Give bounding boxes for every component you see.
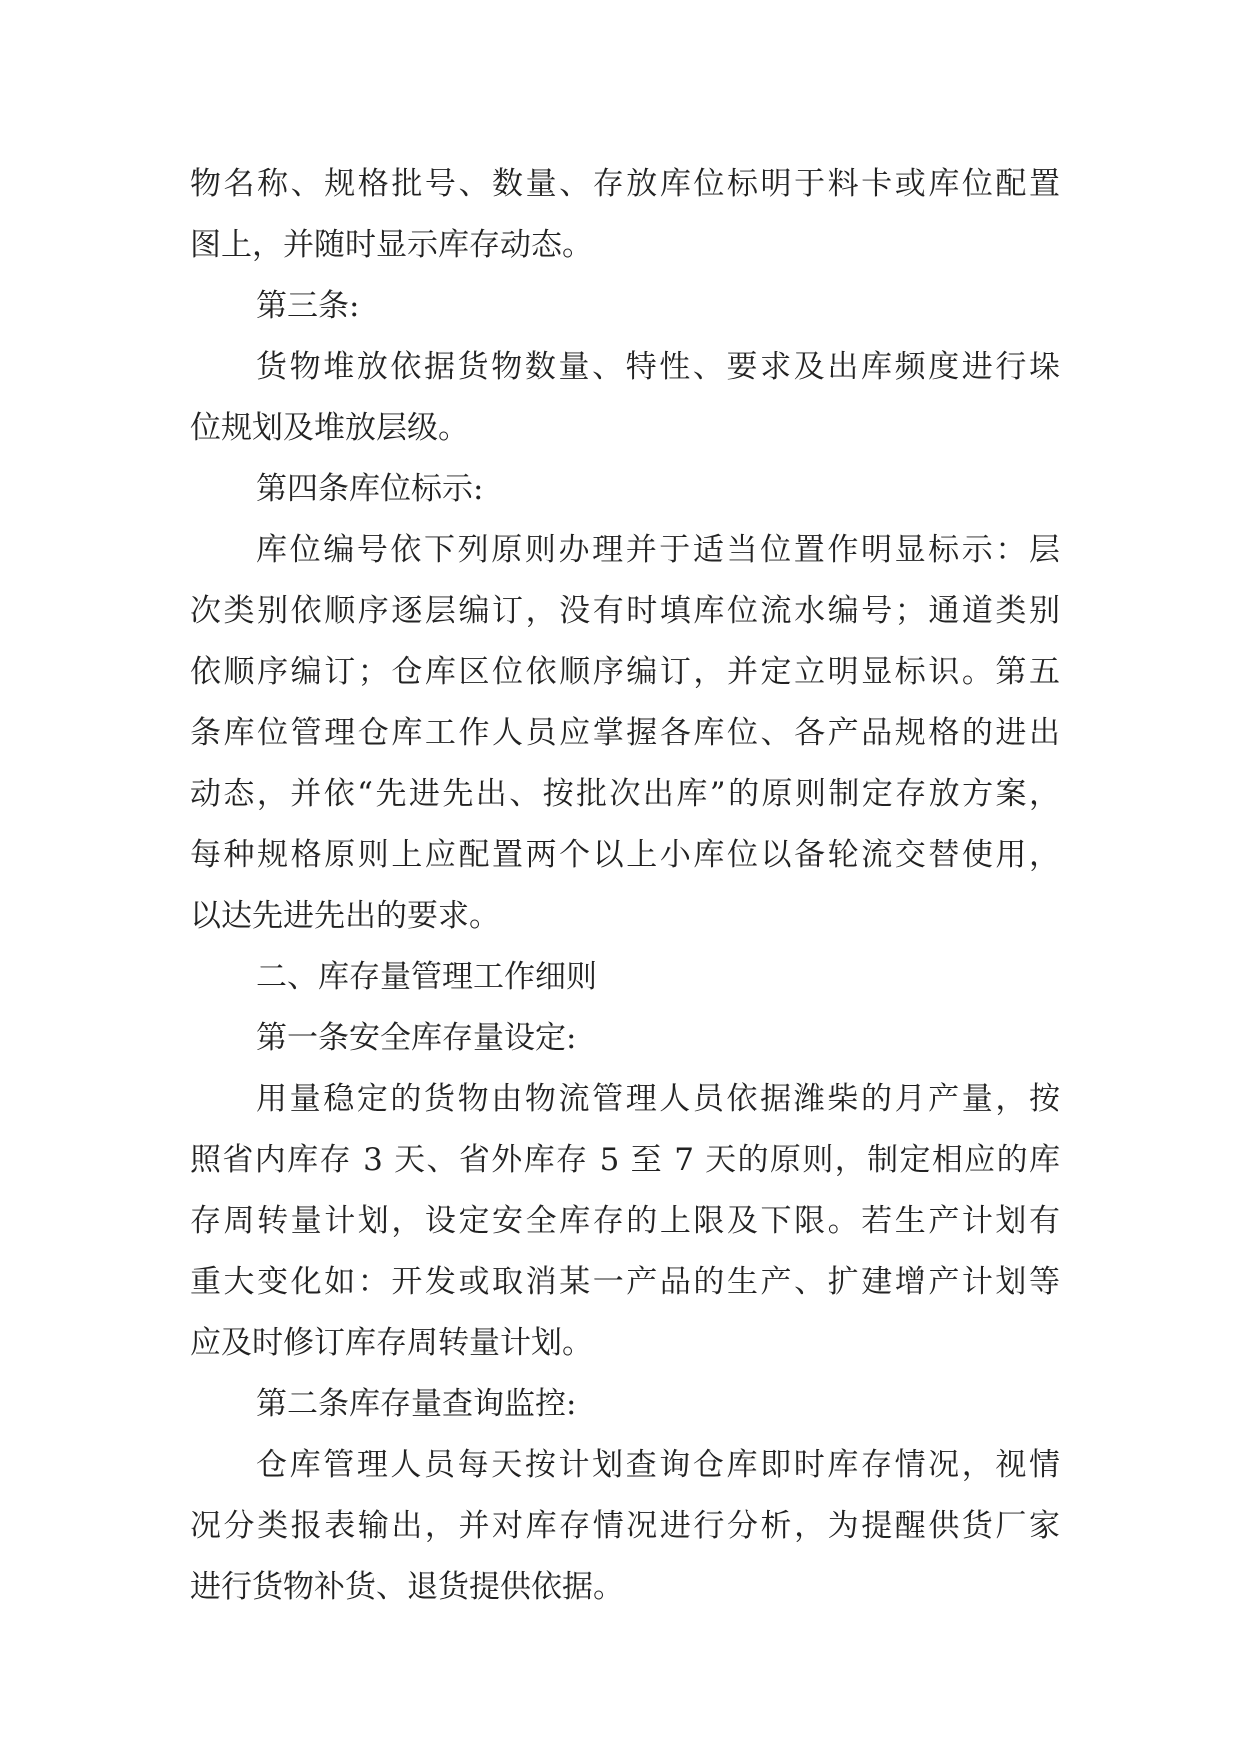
text-line: 仓库管理人员每天按计划查询仓库即时库存情况，视情 (256, 1447, 1060, 1483)
text-line: 依顺序编订；仓库区位依顺序编订，并定立明显标识。第五 (190, 654, 1060, 690)
text-line: 重大变化如：开发或取消某一产品的生产、扩建增产计划等 (190, 1264, 1060, 1300)
text-line: 物名称、规格批号、数量、存放库位标明于料卡或库位配置 (190, 166, 1060, 202)
text-line: 用量稳定的货物由物流管理人员依据潍柴的月产量，按 (256, 1081, 1060, 1117)
text-line: 图上，并随时显示库存动态。 (190, 227, 593, 263)
article-heading: 第三条: (256, 288, 360, 324)
text-line: 条库位管理仓库工作人员应掌握各库位、各产品规格的进出 (190, 715, 1060, 751)
section-heading: 二、库存量管理工作细则 (256, 959, 597, 995)
article-heading: 第一条安全库存量设定: (256, 1020, 577, 1056)
text-line: 应及时修订库存周转量计划。 (190, 1325, 593, 1361)
article-heading: 第二条库存量查询监控: (256, 1386, 577, 1422)
text-line: 进行货物补货、退货提供依据。 (190, 1569, 624, 1605)
text-line: 货物堆放依据货物数量、特性、要求及出库频度进行垛 (256, 349, 1060, 385)
text-line: 次类别依顺序逐层编订，没有时填库位流水编号；通道类别 (190, 593, 1060, 629)
text-line: 库位编号依下列原则办理并于适当位置作明显标示：层 (256, 532, 1060, 568)
text-line: 况分类报表输出，并对库存情况进行分析，为提醒供货厂家 (190, 1508, 1060, 1544)
text-line: 以达先进先出的要求。 (190, 898, 500, 934)
text-line: 照省内库存 3 天、省外库存 5 至 7 天的原则，制定相应的库 (190, 1142, 1060, 1178)
text-line: 位规划及堆放层级。 (190, 410, 469, 446)
text-line: 存周转量计划，设定安全库存的上限及下限。若生产计划有 (190, 1203, 1060, 1239)
text-line: 动态，并依“先进先出、按批次出库”的原则制定存放方案， (190, 776, 1060, 812)
document-body (190, 154, 1060, 1618)
article-heading: 第四条库位标示: (256, 471, 484, 507)
text-line: 每种规格原则上应配置两个以上小库位以备轮流交替使用， (190, 837, 1060, 873)
